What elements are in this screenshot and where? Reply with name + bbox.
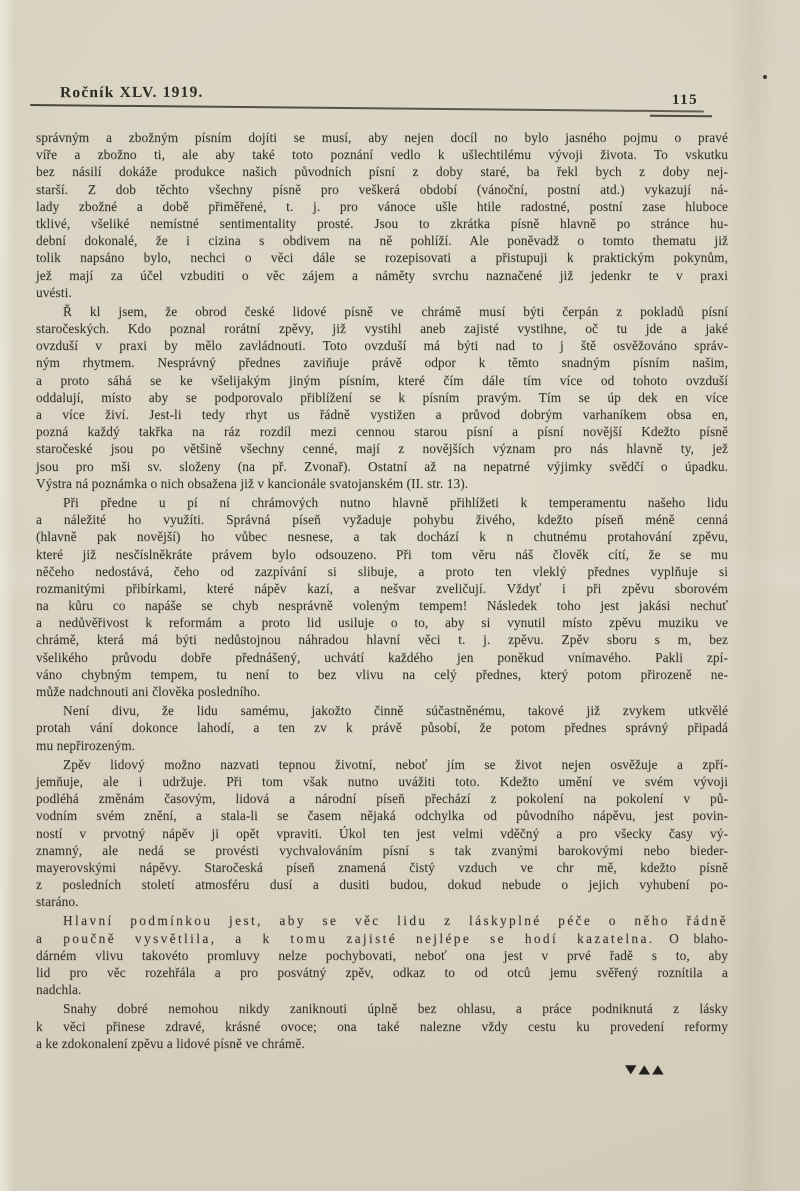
text-line (36, 912, 728, 929)
body-text-segment: tolik napsáno bylo, nechci o věci dále se rozepisovati a přistupuji k praktickým pokynům, (36, 250, 728, 266)
body-text-segment: víře a zbožno ti, ale aby také toto poznání vedlo k ušlechtilému vývoji života. To vskutku (36, 147, 728, 163)
body-text-segment: lady zbožné a době přiměřené, t. j. pro vánoce ušle htile radostné, postní zase hluboce (36, 198, 728, 214)
paragraph (36, 494, 728, 700)
body-text-segment: lid pro věc rozehřála a pro posvátný zpěv, odkaz to od otců jemu svěřený roznítila a (36, 965, 728, 980)
text-line (36, 737, 728, 754)
text-line (36, 372, 728, 389)
text-line (36, 580, 728, 597)
body-text-segment: Zpěv lidový možno nazvati tepnou životní, neboť jím se život nejen osvěžuje a zpří- (63, 756, 728, 772)
text-line (36, 876, 728, 893)
body-text-segment: mayerovskými nápěvy. Staročeská píseň znamená čistý vzduch ve chr mě, kdežto písně (36, 859, 728, 875)
body-text-segment: staročeských. Kdo poznal rorátní zpěvy, již vystihl aneb zajisté vystihne, oč tu jde a jaké (36, 321, 728, 337)
text-line (36, 649, 728, 666)
body-text-segment: O blaho- (654, 930, 729, 946)
body-text-segment: všelikého průvodu dobře přednášený, uchvátí každého jen poněkud vnímavého. Pakli zpí- (36, 649, 728, 665)
body-text-segment: správným a zbožným písním dojíti se musí, aby nejen docíl no bylo jasného pojmu o pravé (36, 130, 728, 145)
header-rule (30, 104, 704, 112)
body-text-segment: nadchla. (36, 982, 82, 998)
emphasized-spaced-text: Hlavní podmínkou jest, aby se věc lidu z láskyplné péče o něho řádně (63, 913, 728, 929)
text-line (36, 303, 728, 320)
paragraph (36, 702, 728, 754)
body-text-segment: a více živí. Jest-li tedy rhyt us řádně vystižen a průvod dobrým varhaníkem obsa en, (36, 407, 728, 422)
body-text-segment: dební dokonalé, že i cizina s obdivem na ně pohlíží. Ale poněvadž o tomto thematu již (36, 233, 728, 249)
text-line (36, 981, 728, 998)
text-line (36, 458, 728, 475)
text-line (36, 1035, 728, 1052)
body-text-segment: a nedůvěřivost k reformám a proto lid usiluje o to, aby si vynutil místo zpěvu muziku ve (36, 615, 728, 631)
body-text-segment: znamný, ale nedá se provésti vychvalováním písní s tak zvanými barokovými nebo bieder- (36, 842, 728, 858)
text-line (36, 267, 728, 284)
body-text-segment: ovzduší v praxi by mělo zavládnouti. Toto ovzduší má býti nad to j ště osvěžováno správ- (36, 338, 728, 354)
text-line (36, 546, 728, 563)
paragraph (36, 129, 728, 301)
paragraph (36, 756, 728, 911)
text-line (36, 947, 728, 964)
text-line (36, 825, 728, 842)
text-line (36, 807, 728, 824)
body-text-segment: tklivé, všeliké nemístné sentimentality prosté. Jsou to zkrátka písně hlavně po stránce hu- (36, 215, 728, 231)
text-line (36, 719, 728, 736)
body-text-segment: (hlavně pak novější) ho vůbec nesnese, a tak dochází k n chutnému protahování zpěvu, (36, 529, 728, 545)
body-text-segment: Při předne u pí ní chrámových nutno hlavně přihlížeti k temperamentu našeho lidu (63, 494, 728, 510)
body-text-segment: rozmanitými přibírkami, které nápěv kazí, a nešvar zveličují. Vždyť i při zpěvu sborovém (36, 580, 728, 596)
body-text-segment: oddalují, místo aby se podporovalo přiblížení se k písním pravým. Tím se úp dek en více (36, 389, 728, 405)
page-number: 115 (672, 92, 699, 108)
body-text-segment: ným rhytmem. Nesprávný přednes zaviňuje právě odpor k těmto snadným písním našim, (36, 355, 728, 371)
text-line (36, 337, 728, 354)
text-line (36, 614, 728, 631)
text-line (36, 475, 728, 492)
body-text-segment: vodním svém znění, a stala-li se časem nějaká odchylka od původního nápěvu, jest povin- (36, 808, 728, 824)
body-text-segment: uvésti. (36, 284, 72, 300)
text-line (36, 631, 728, 648)
body-text-segment: k věci přinese zdravé, krásné ovoce; ona také nalezne vždy cestu ku provedení reformy (36, 1018, 728, 1034)
text-line (36, 511, 728, 528)
text-line (36, 284, 728, 301)
text-line (36, 842, 728, 859)
body-text-segment: váno chybným tempem, tu není to bez vlivu na celý přednes, který potom přirozeně ne- (36, 666, 728, 682)
text-line (36, 249, 728, 266)
text-line (36, 790, 728, 807)
body-text-segment: jež mají za účel vzbuditi o věc zájem a náměty svrchu naznačené již jedenkr te v praxi (36, 267, 728, 283)
text-line (36, 423, 728, 440)
body-text-segment: staráno. (36, 894, 79, 910)
body-text-segment: dárném vlivu takovéto promluvy nelze pochybovati, neboť ona jest v prvé řadě s to, aby (36, 947, 728, 963)
text-line (36, 702, 728, 719)
text-line (36, 354, 728, 371)
body-text-segment: bez násilí dokáže produkce našich původních písní z doby staré, ba řekl bych z doby nej- (36, 164, 728, 180)
body-text-segment: Ř kl jsem, že obrod české lidové písně ve chrámě musí býti čerpán z pokladů písní (63, 303, 728, 319)
text-line (36, 893, 728, 910)
text-line (36, 773, 728, 790)
body-text-segment: jsou pro mši sv. složeny (na př. Zvonař). Ostatní až na nepatrné výjimky svědčí o úpadku. (36, 458, 728, 474)
text-line (36, 232, 728, 249)
body-text-segment: pozná každý takřka na ráz rozdíl mezi cennou starou písní a písní novější Kdežto písně (36, 424, 728, 440)
body-text-segment: mu nepřirozeným. (36, 737, 136, 753)
body-text-segment: něčeho nedostává, čeho od zazpívání si slibuje, a proto ten vleklý přednes vyplňuje si (36, 563, 728, 579)
body-text-segment: Není divu, že lidu samému, jakožto činně súčastněnému, takové již zvykem utkvělé (63, 703, 728, 719)
text-line (36, 146, 728, 163)
text-line (36, 215, 728, 232)
paragraph (36, 303, 728, 492)
body-text-segment: jemňuje, ale i udržuje. Při tom však nutno uvážiti toto. Kdežto umění ve svém vývoji (36, 773, 728, 789)
paragraph (36, 912, 728, 998)
text-line (36, 964, 728, 981)
page-body (36, 129, 728, 1052)
volume-header: Ročník XLV. 1919. (59, 83, 204, 102)
body-text-segment: ností v prvotný nápěv ji opět vpraviti. Úkol ten jest velmi vděčný a pro všecky časy vý- (36, 825, 728, 841)
text-line (36, 129, 728, 146)
emphasized-spaced-text: a poučně vysvětlila, a k tomu zajisté nejlépe se hodí kazatelna. (36, 930, 655, 946)
triangle-ornament: ▼▲▲ (625, 1061, 666, 1077)
text-line (36, 563, 728, 580)
ink-speck (763, 75, 767, 79)
text-line (36, 597, 728, 614)
text-line (36, 320, 728, 337)
body-text-segment: které již nesčíslněkráte právem bylo odsouzeno. Při tom věru náš člověk cítí, že se mu (36, 546, 728, 562)
text-line (36, 756, 728, 773)
text-line (36, 406, 728, 423)
text-line (36, 930, 728, 947)
text-line (36, 163, 728, 180)
text-line (36, 198, 728, 215)
text-line (36, 683, 728, 700)
text-line (36, 181, 728, 198)
paragraph (36, 1000, 728, 1052)
body-text-segment: chrámě, která má býti nedůstojnou náhradou hlavní věci t. j. zpěvu. Zpěv sboru s m, bez (36, 632, 728, 648)
body-text-segment: podléhá změnám časovým, lidová a národní píseň přechází z pokolení na pokolení v pů- (36, 791, 728, 807)
body-text-segment: starší. Z dob těchto všechny písně pro veškerá období (vánoční, postní atd.) vykazují ná- (36, 181, 728, 197)
text-line (36, 440, 728, 457)
body-text-segment: na kůru co napáše se chyb nesprávně voleným tempem! Následek toho jest jakási nechuť (36, 598, 728, 614)
text-line (36, 1018, 728, 1035)
text-line (36, 666, 728, 683)
body-text-segment: a ke zdokonalení zpěvu a lidové písně ve chrámě. (36, 1035, 305, 1051)
body-text-segment: staročeské jsou po většině všechny cenné, mají z novějších význam pro nás hlavně ty, jež (36, 441, 728, 457)
page-number-rule (650, 115, 712, 117)
text-line (36, 494, 728, 511)
body-text-segment: a proto sáhá se ke všelijakým jiným písním, které čím dále tím více od tohoto ovzduší (36, 372, 728, 388)
body-text-segment: a náležité ho využíti. Správná píseň vyžaduje pohybu živého, kdežto píseň méně cenná (36, 512, 728, 528)
body-text-segment: protah vání dokonce lahodí, a ten zv k právě působí, že potom přednes správný připadá (36, 720, 728, 736)
text-line (36, 389, 728, 406)
text-line (36, 528, 728, 545)
text-line (36, 859, 728, 876)
body-text-segment: může nadchnouti ani člověka posledního. (36, 684, 261, 699)
text-line (36, 1000, 728, 1017)
body-text-segment: Snahy dobré nemohou nikdy zaniknouti úplně bez ohlasu, a práce podniknutá z lásky (63, 1001, 728, 1017)
body-text-segment: z posledních století atmosféru dusí a dusiti budou, dokud nebude o jejich vyhubení po- (36, 877, 728, 893)
body-text-segment: Výstra ná poznámka o nich obsažena již v kancionále svatojanském (II. str. 13). (36, 475, 469, 491)
